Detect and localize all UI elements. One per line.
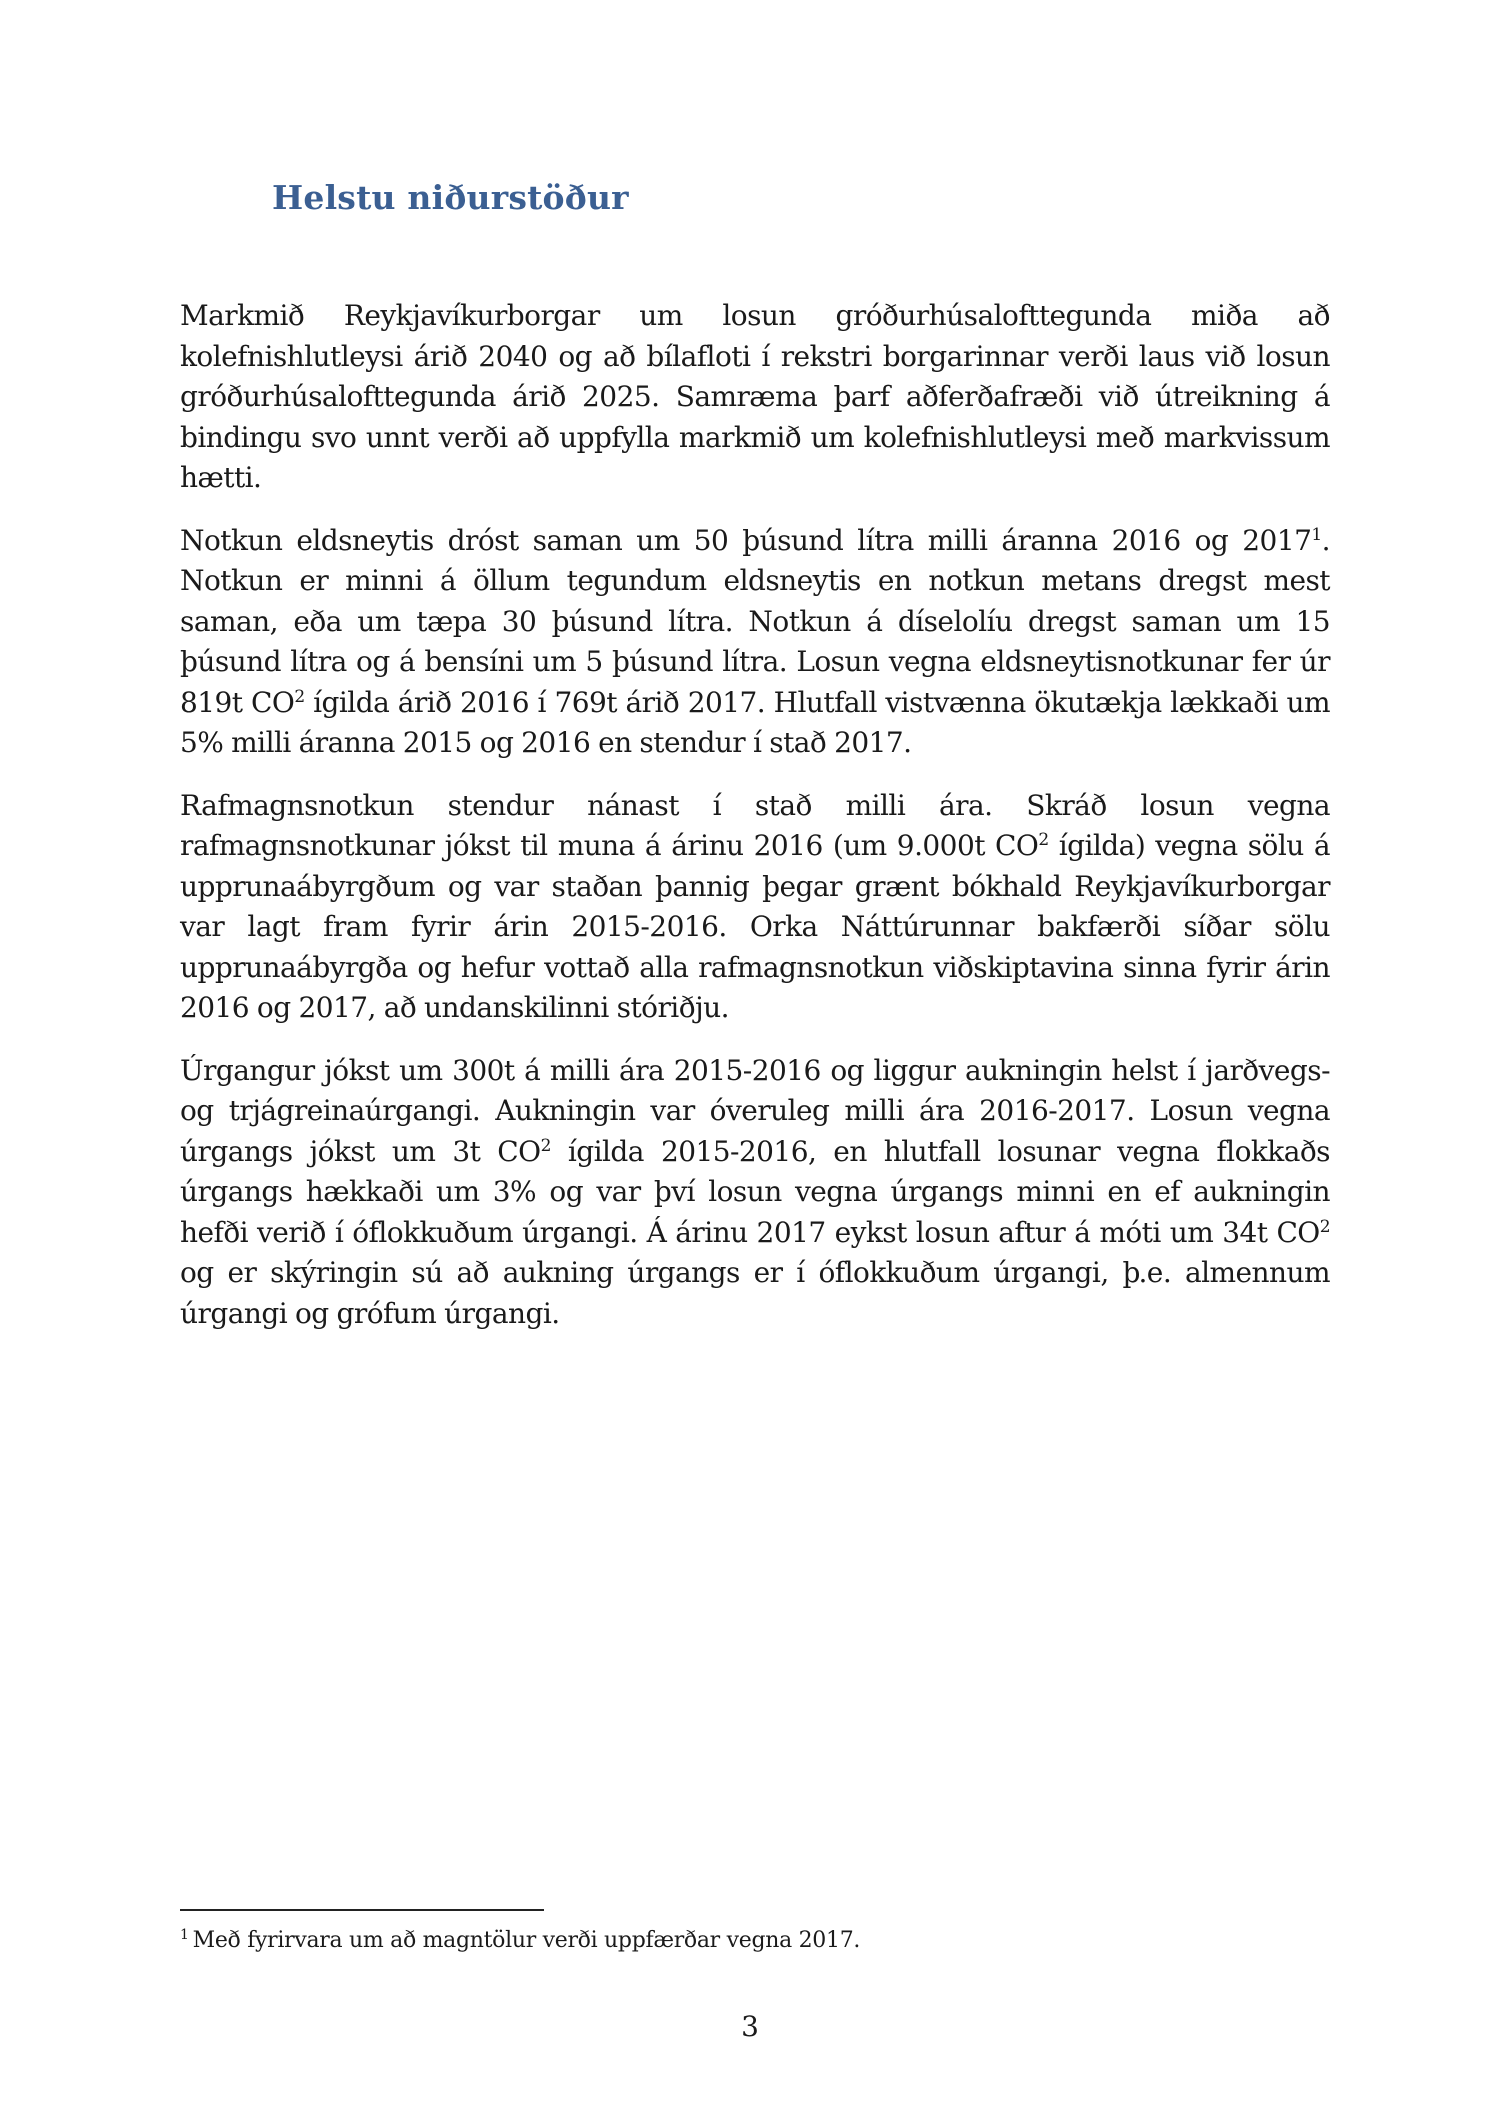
paragraph-waste-text-a: Úrgangur jókst um 300t á milli ára 2015-2016 og liggur aukningin helst í jarðvegs- og trjágreinaúrgangi. Aukningin var óveruleg milli ára 2016-2017. Losun vegna úrgangs jókst um 3t CO — [180, 1053, 1330, 1168]
paragraph-goals — [180, 296, 1330, 499]
footnote-marker: 1 — [180, 1927, 189, 1943]
paragraph-electricity — [180, 786, 1330, 1029]
paragraph-electricity-text-b: ígilda) vegna sölu á upprunaábyrgðum og var staðan þannig þegar grænt bókhald Reykjavíkurborgar var lagt fram fyrir árin 2015-2016. Orka Náttúrunnar bakfærði síðar sölu upprunaábyrgða og hefur vottað alla rafmagnsnotkun viðskiptavina sinna fyrir árin 2016 og 2017, að undanskilinni stóriðju. — [180, 829, 1330, 1024]
paragraph-waste — [180, 1051, 1330, 1335]
page-number: 3 — [741, 2010, 759, 2043]
footnote-text: Með fyrirvara um að magntölur verði uppfærðar vegna 2017. — [192, 1928, 861, 1953]
paragraph-fuel — [180, 521, 1330, 764]
superscript-2: 2 — [540, 1135, 551, 1156]
superscript-2: 2 — [294, 686, 305, 707]
paragraph-waste-text-c: og er skýringin sú að aukning úrgangs er í óflokkuðum úrgangi, þ.e. almennum úrgangi og grófum úrgangi. — [180, 1256, 1330, 1330]
paragraph-goals-text: Markmið Reykjavíkurborgar um losun gróðurhúsalofttegunda miða að kolefnishlutleysi árið 2040 og að bílafloti í rekstri borgarinnar verði laus við losun gróðurhúsalofttegunda árið 2025. Samræma þarf aðferðafræði við útreikning á bindingu svo unnt verði að uppfylla markmið um kolefnishlutleysi með markvissum hætti. — [180, 299, 1330, 494]
superscript-2: 2 — [1038, 830, 1049, 850]
paragraph-fuel-text-b: . Notkun er minni á öllum tegundum eldsneytis en notkun metans dregst mest saman, eða um tæpa 30 þúsund lítra. Notkun á díselolíu dregst saman um 15 þúsund lítra og á bensíni um 5 þúsund lítra. Losun vegna eldsneytisnotkunar fer úr 819t CO — [180, 523, 1330, 719]
footnote-ref-1[interactable]: 1 — [1311, 524, 1322, 545]
section-heading: Helstu niðurstöður — [272, 178, 629, 217]
paragraph-fuel-text-a: Notkun eldsneytis dróst saman um 50 þúsund lítra milli áranna 2016 og 2017 — [180, 523, 1312, 557]
superscript-2: 2 — [1319, 1216, 1330, 1237]
paragraph-waste-text-b: ígilda 2015-2016, en hlutfall losunar vegna flokkaðs úrgangs hækkaði um 3% og var því losun vegna úrgangs minni en ef aukningin hefði verið í óflokkuðum úrgangi. Á árinu 2017 eykst losun aftur á móti um 34t CO — [180, 1134, 1330, 1249]
body-text — [180, 296, 1330, 1356]
footnote — [180, 1926, 860, 1956]
paragraph-electricity-text-a: Rafmagnsnotkun stendur nánast í stað milli ára. Skráð losun vegna rafmagnsnotkunar jókst til muna á árinu 2016 (um 9.000t CO — [180, 788, 1330, 862]
footnote-separator — [180, 1909, 544, 1911]
paragraph-fuel-text-c: ígilda árið 2016 í 769t árið 2017. Hlutfall vistvænna ökutækja lækkaði um 5% milli áranna 2015 og 2016 en stendur í stað 2017. — [180, 685, 1331, 759]
